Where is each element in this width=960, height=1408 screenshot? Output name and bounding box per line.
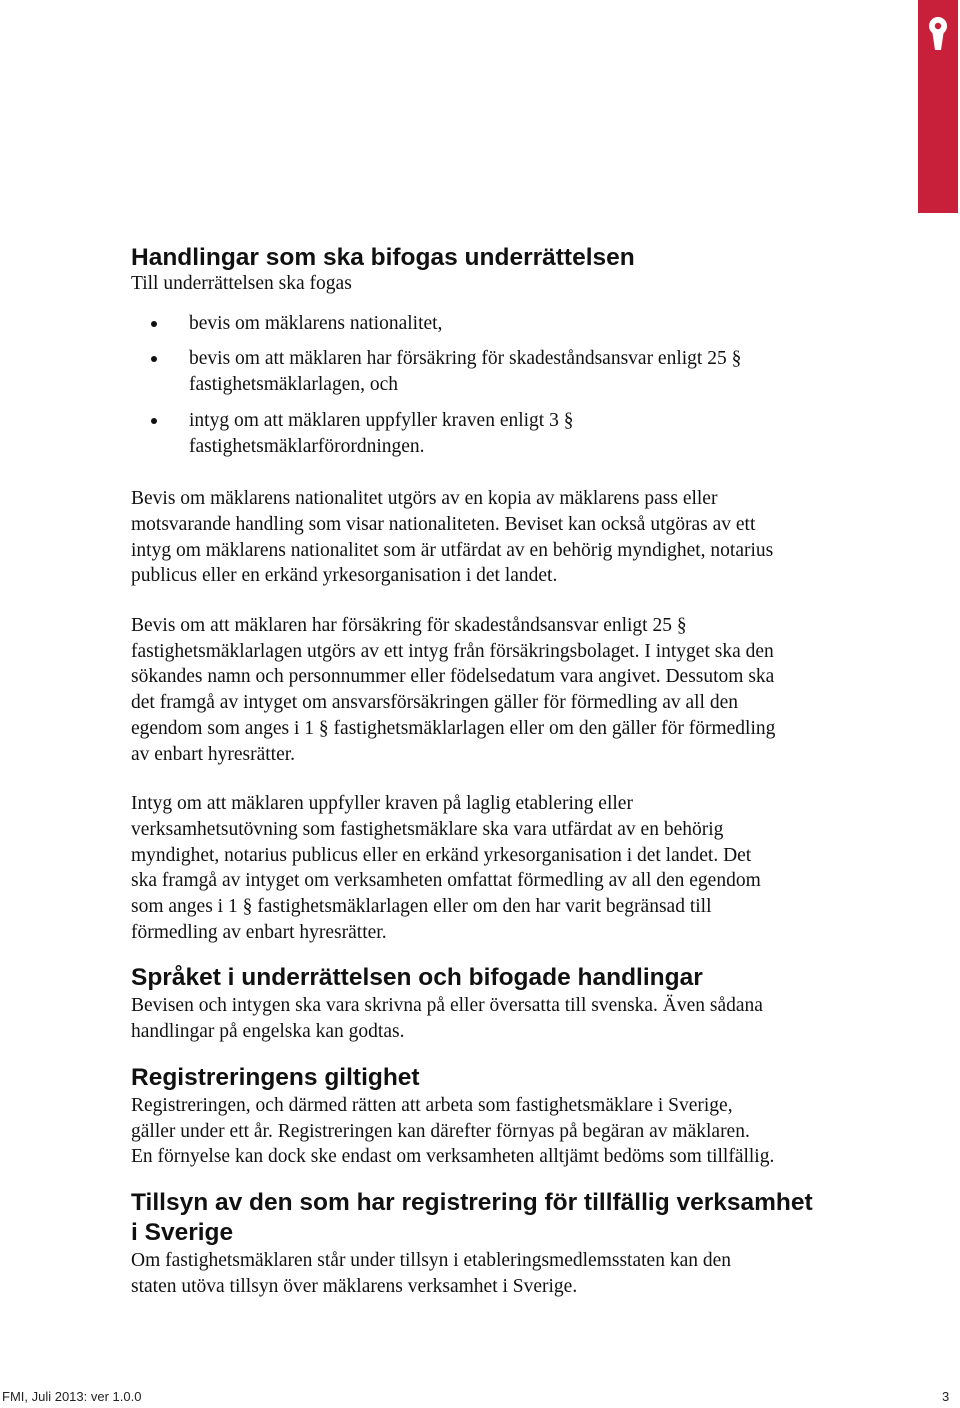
paragraph-language: Bevisen och intygen ska vara skrivna på eller översatta till svenska. Även sådana handlingar på engelska kan godtas. xyxy=(131,995,763,1043)
section-heading-supervision: Tillsyn av den som har registrering för tillfällig verksamhet i Sverige xyxy=(131,1188,813,1246)
attachments-list xyxy=(131,311,891,460)
footer-version: FMI, Juli 2013: ver 1.0.0 xyxy=(2,1389,142,1404)
paragraph-establishment-certificate: Intyg om att mäklaren uppfyller kraven på laglig etablering eller verksamhetsutövning som fastighetsmäklare ska vara utfärdat av en behörig myndighet, notarius publicus eller en erkänd yrkesorganisation i det landet. Det ska framgå av intyget om verksamheten omfattat förmedling av all den egendom som anges i 1 § fastighetsmäklarlagen eller om den har varit begränsad till förmedling av enbart hyresrätter. xyxy=(131,793,761,943)
list-item: intyg om att mäklaren uppfyller kraven enligt 3 § fastighetsmäklarförordningen. xyxy=(131,408,891,459)
brand-tab xyxy=(918,0,958,213)
page-number: 3 xyxy=(942,1389,950,1404)
bullet-icon xyxy=(151,356,157,362)
paragraph-insurance-proof: Bevis om att mäklaren har försäkring för skadeståndsansvar enligt 25 § fastighetsmäklarlagen utgörs av ett intyg från försäkringsbolaget. I intyget ska den sökandes namn och personnummer eller födelsedatum vara angivet. Dessutom ska det framgå av intyget om ansvarsförsäkringen gäller för förmedling av all den egendom som anges i 1 § fastighetsmäklarlagen eller om den gäller för förmedling av enbart hyresrätter. xyxy=(131,615,776,765)
paragraph-nationality-proof: Bevis om mäklarens nationalitet utgörs av en kopia av mäklarens pass eller motsvarande handling som visar nationaliteten. Beviset kan också utgöras av ett intyg om mäklarens nationalitet som är utfärdat av en behörig myndighet, notarius publicus eller en erkänd yrkesorganisation i det landet. xyxy=(131,488,774,587)
section-heading-validity: Registreringens giltighet xyxy=(131,1063,420,1091)
section-heading-attachments: Handlingar som ska bifogas underrättelsen xyxy=(131,244,635,271)
keyhole-icon xyxy=(926,16,950,52)
list-item: bevis om mäklarens nationalitet, xyxy=(131,311,891,337)
section-heading-language: Språket i underrättelsen och bifogade handlingar xyxy=(131,964,703,992)
document-body xyxy=(131,243,891,1299)
bullet-icon xyxy=(151,418,157,424)
attachments-intro: Till underrättelsen ska fogas xyxy=(131,273,352,294)
list-item: bevis om att mäklaren har försäkring för skadeståndsansvar enligt 25 § fastighetsmäklarlagen, och xyxy=(131,346,891,397)
paragraph-supervision: Om fastighetsmäklaren står under tillsyn i etableringsmedlemsstaten kan den staten utöva tillsyn över mäklarens verksamhet i Sverige. xyxy=(131,1249,732,1297)
paragraph-validity: Registreringen, och därmed rätten att arbeta som fastighetsmäklare i Sverige, gäller under ett år. Registreringen kan därefter förnyas på begäran av mäklaren. En förnyelse kan dock ske endast om verksamheten alltjämt bedöms som tillfällig. xyxy=(131,1094,775,1168)
bullet-icon xyxy=(151,321,157,327)
